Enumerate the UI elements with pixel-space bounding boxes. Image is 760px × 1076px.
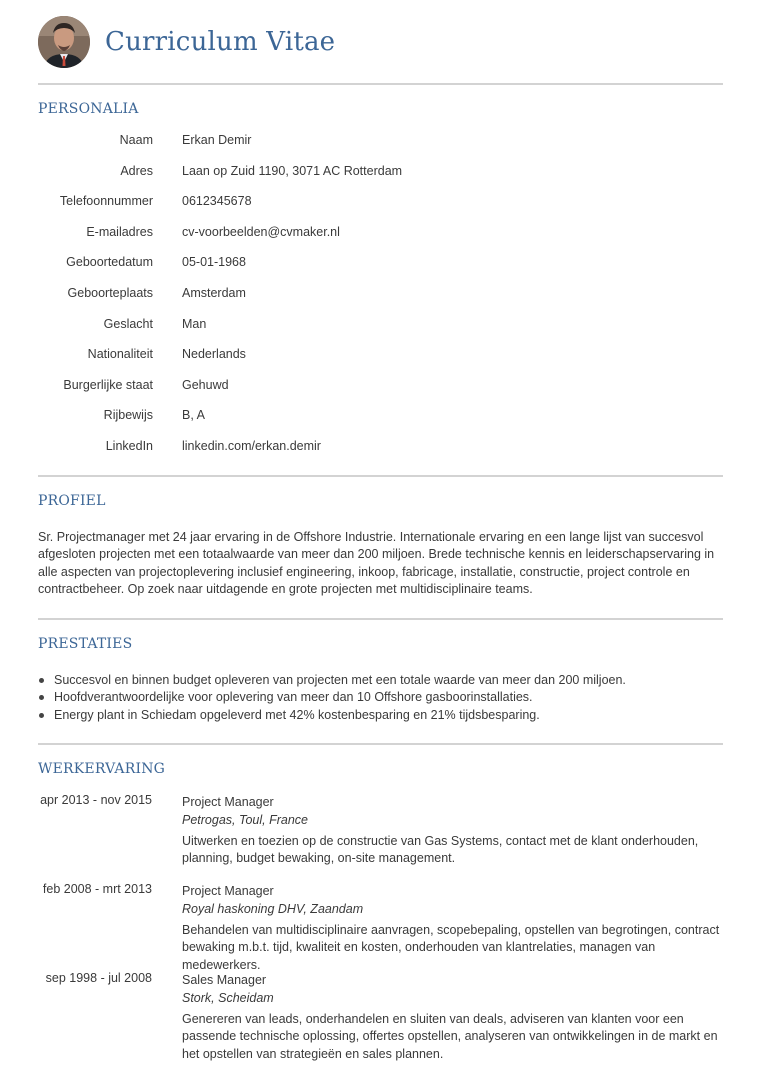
experience-item: [38, 882, 728, 974]
avatar: [38, 16, 90, 68]
personalia-row-burgerlijke-staat: [38, 378, 723, 409]
personalia-row-naam: [38, 133, 723, 164]
section-title-personalia: PERSONALIA: [38, 101, 139, 117]
personalia-value: 05-01-1968: [182, 255, 246, 270]
bullet-icon: [39, 695, 44, 700]
experience-item: [38, 793, 728, 868]
divider: [38, 743, 723, 745]
company: Stork, Scheidam: [182, 991, 274, 1005]
list-item: [38, 689, 723, 706]
job-description: Behandelen van multidisciplinaire aanvragen, scopebepaling, opstellen van begrotingen, contract bewaking m.b.t. tijd, kwaliteit en kosten, onderhouden van klantrelaties, managen van medewerkers.: [182, 923, 720, 972]
list-item: [38, 672, 723, 689]
personalia-value: linkedin.com/erkan.demir: [182, 438, 321, 453]
personalia-label: Telefoonnummer: [59, 194, 153, 209]
personalia-value: cv-voorbeelden@cvmaker.nl: [182, 224, 340, 239]
person-photo-icon: [38, 16, 90, 68]
personalia-value: Man: [182, 316, 207, 331]
job-description: Genereren van leads, onderhandelen en sluiten van deals, adviseren van klanten voor een passende technische oplossing, offertes opstellen, analyseren van ontwikkelingen in de markt en het opstellen van strategieën en sales plannen.: [182, 1012, 718, 1061]
personalia-label: Naam: [119, 133, 153, 147]
company: Petrogas, Toul, France: [182, 813, 308, 827]
list-item: [38, 707, 723, 724]
personalia-value: B, A: [182, 408, 205, 423]
page-title: Curriculum Vitae: [105, 27, 336, 57]
section-title-profiel: PROFIEL: [38, 493, 106, 509]
personalia-row-telefoonnummer: [38, 194, 723, 225]
personalia-row-rijbewijs: [38, 408, 723, 439]
personalia-value: Gehuwd: [182, 377, 229, 392]
personalia-table: [38, 133, 723, 470]
personalia-label: Geslacht: [103, 316, 153, 331]
section-title-prestaties: PRESTATIES: [38, 636, 133, 652]
experience-body: [182, 882, 728, 974]
personalia-label: Rijbewijs: [103, 408, 153, 423]
personalia-row-adres: [38, 164, 723, 195]
personalia-row-email: [38, 225, 723, 256]
personalia-value: 0612345678: [182, 194, 252, 209]
personalia-row-geboortedatum: [38, 255, 723, 286]
achievement-text: Succesvol en binnen budget opleveren van projecten met een totale waarde van meer dan 200 miljoen.: [54, 673, 626, 687]
achievement-text: Hoofdverantwoordelijke voor oplevering van meer dan 10 Offshore gasboorinstallaties.: [54, 690, 533, 705]
job-title: Project Manager: [182, 795, 274, 809]
personalia-label: Geboortedatum: [66, 255, 153, 270]
personalia-label: LinkedIn: [105, 438, 153, 453]
personalia-value: Nederlands: [182, 347, 246, 362]
section-title-werkervaring: WERKERVARING: [38, 761, 166, 777]
achievement-text: Energy plant in Schiedam opgeleverd met 42% kostenbesparing en 21% tijdsbesparing.: [54, 707, 540, 722]
experience-dates: sep 1998 - jul 2008: [45, 971, 152, 985]
company: Royal haskoning DHV, Zaandam: [182, 902, 364, 916]
experience-body: [182, 971, 728, 1063]
personalia-value: Amsterdam: [182, 285, 246, 300]
personalia-label: Nationaliteit: [87, 347, 153, 362]
personalia-label: Adres: [120, 163, 153, 178]
personalia-value: Erkan Demir: [182, 133, 252, 147]
cv-header: [38, 14, 335, 70]
personalia-value: Laan op Zuid 1190, 3071 AC Rotterdam: [182, 163, 403, 178]
divider: [38, 83, 723, 85]
personalia-label: Burgerlijke staat: [63, 377, 153, 392]
personalia-row-geboorteplaats: [38, 286, 723, 317]
job-title: Sales Manager: [182, 973, 267, 987]
experience-body: [182, 793, 728, 868]
divider: [38, 618, 723, 620]
personalia-label: E-mailadres: [86, 224, 153, 239]
achievements-list: [38, 672, 723, 724]
divider: [38, 475, 723, 477]
job-title: Project Manager: [182, 884, 274, 898]
bullet-icon: [39, 678, 44, 683]
experience-item: [38, 971, 728, 1063]
experience-dates: feb 2008 - mrt 2013: [42, 882, 152, 896]
job-description: Uitwerken en toezien op de constructie van Gas Systems, contact met de klant onderhouden, planning, budget bewaking, on-site management.: [182, 834, 699, 866]
bullet-icon: [39, 713, 44, 718]
experience-dates: apr 2013 - nov 2015: [40, 793, 152, 807]
personalia-row-geslacht: [38, 317, 723, 348]
personalia-label: Geboorteplaats: [67, 285, 153, 300]
personalia-row-nationaliteit: [38, 347, 723, 378]
profile-text: Sr. Projectmanager met 24 jaar ervaring in de Offshore Industrie. Internationale ervaring en een lange lijst van succesvol afgesloten projecten met een totaalwaarde van meer dan 200 miljoen. Brede technische kennis en leiderschapservaring in alle aspecten van projectoplevering inclusief engineering, inkoop, fabricage, installatie, constructie, project controle en contractbeheer. Op zoek naar uitdagende en grote projecten met multidisciplinaire teams.: [38, 530, 715, 596]
personalia-row-linkedin: [38, 439, 723, 470]
